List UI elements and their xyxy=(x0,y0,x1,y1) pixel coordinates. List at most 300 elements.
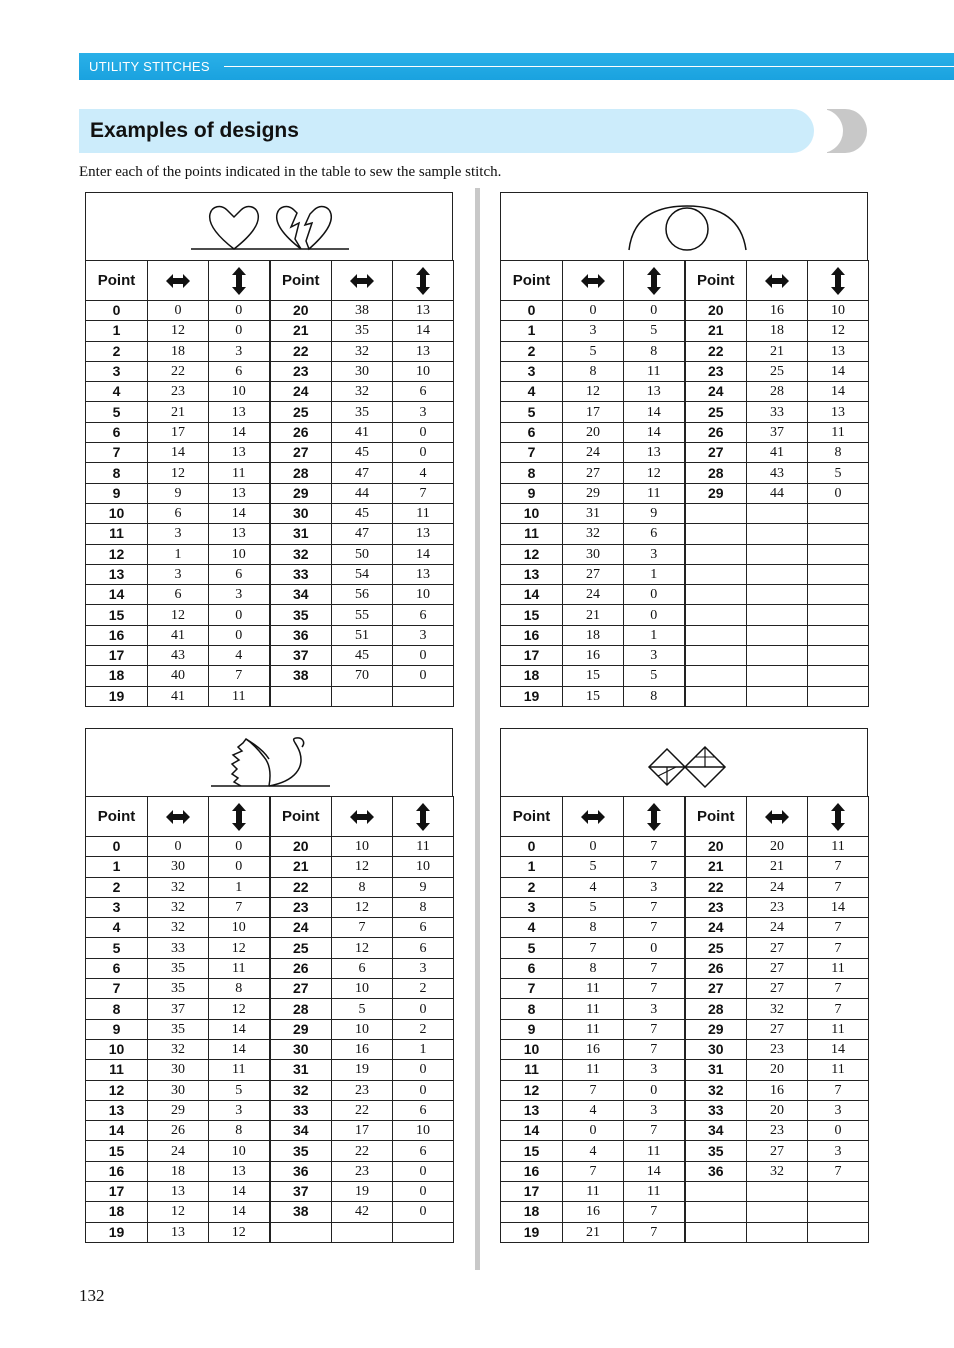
point-number: 28 xyxy=(270,463,332,483)
point-number: 15 xyxy=(86,605,148,625)
point-number: 11 xyxy=(501,1060,563,1080)
table-row xyxy=(501,402,869,422)
table-row xyxy=(501,585,869,605)
point-number: 5 xyxy=(501,402,563,422)
horizontal-value: 0 xyxy=(148,301,209,321)
horizontal-arrow-icon xyxy=(764,273,790,289)
point-number: 35 xyxy=(270,605,332,625)
vertical-value: 13 xyxy=(209,402,270,422)
horizontal-value: 12 xyxy=(332,938,393,958)
vertical-value xyxy=(808,605,869,625)
point-number: 7 xyxy=(86,443,148,463)
vertical-value: 14 xyxy=(209,1202,270,1222)
horizontal-value: 42 xyxy=(332,1202,393,1222)
horizontal-arrow-icon xyxy=(764,809,790,825)
table-row xyxy=(501,1161,869,1181)
vertical-value: 13 xyxy=(209,1161,270,1181)
point-number: 17 xyxy=(501,646,563,666)
vertical-value: 13 xyxy=(808,402,869,422)
point-number: 17 xyxy=(86,646,148,666)
point-header: Point xyxy=(685,797,747,837)
horizontal-value: 0 xyxy=(563,837,624,857)
horizontal-value: 6 xyxy=(148,503,209,523)
point-header: Point xyxy=(501,797,563,837)
point-number: 24 xyxy=(685,382,747,402)
table-row xyxy=(86,341,454,361)
vertical-value: 5 xyxy=(624,321,685,341)
point-number: 1 xyxy=(501,857,563,877)
point-number: 1 xyxy=(501,321,563,341)
vertical-value: 0 xyxy=(209,837,270,857)
horizontal-value: 24 xyxy=(747,877,808,897)
vertical-value: 11 xyxy=(624,483,685,503)
point-number: 5 xyxy=(86,938,148,958)
point-number: 30 xyxy=(685,1039,747,1059)
point-number: 15 xyxy=(86,1141,148,1161)
horizontal-value: 28 xyxy=(747,382,808,402)
vertical-value: 8 xyxy=(209,1121,270,1141)
vertical-value: 3 xyxy=(808,1100,869,1120)
vertical-value: 12 xyxy=(209,999,270,1019)
table-row xyxy=(86,503,454,523)
horizontal-value: 5 xyxy=(563,897,624,917)
design-panel-diamonds xyxy=(500,728,868,1243)
point-number: 19 xyxy=(501,1222,563,1242)
horizontal-value: 50 xyxy=(332,544,393,564)
vertical-arrow-icon xyxy=(646,266,662,296)
horizontal-value: 16 xyxy=(332,1039,393,1059)
horizontal-value: 20 xyxy=(563,422,624,442)
point-number: 30 xyxy=(270,503,332,523)
horizontal-value: 12 xyxy=(332,897,393,917)
horizontal-value: 27 xyxy=(563,463,624,483)
vertical-value: 11 xyxy=(808,422,869,442)
point-number: 18 xyxy=(86,666,148,686)
design-illustration xyxy=(500,728,868,796)
intro-text: Enter each of the points indicated in the table to sew the sample stitch. xyxy=(79,164,502,180)
table-row xyxy=(501,443,869,463)
vertical-value: 0 xyxy=(393,1060,454,1080)
horizontal-value: 6 xyxy=(148,585,209,605)
vertical-arrow-icon xyxy=(231,802,247,832)
vertical-value: 6 xyxy=(393,938,454,958)
table-row xyxy=(86,443,454,463)
horizontal-value: 20 xyxy=(747,1100,808,1120)
table-row xyxy=(86,382,454,402)
point-number: 16 xyxy=(501,625,563,645)
vertical-value: 4 xyxy=(209,646,270,666)
vertical-value: 0 xyxy=(393,443,454,463)
horizontal-arrow-icon xyxy=(165,273,191,289)
horizontal-value: 9 xyxy=(148,483,209,503)
vertical-value: 8 xyxy=(209,979,270,999)
point-number: 11 xyxy=(86,1060,148,1080)
horizontal-value: 18 xyxy=(563,625,624,645)
horizontal-value: 31 xyxy=(563,503,624,523)
point-number: 4 xyxy=(501,918,563,938)
vertical-value: 4 xyxy=(393,463,454,483)
horizontal-value xyxy=(747,564,808,584)
horizontal-value: 30 xyxy=(332,361,393,381)
horizontal-value: 14 xyxy=(148,443,209,463)
horizontal-value: 11 xyxy=(563,1182,624,1202)
vertical-value: 5 xyxy=(624,666,685,686)
table-row xyxy=(501,1039,869,1059)
point-number: 25 xyxy=(685,402,747,422)
horizontal-value: 11 xyxy=(563,1060,624,1080)
table-header-row xyxy=(501,261,869,301)
table-row xyxy=(86,958,454,978)
horizontal-value xyxy=(747,524,808,544)
horizontal-arrow-icon xyxy=(580,273,606,289)
vertical-value xyxy=(808,544,869,564)
table-row xyxy=(86,646,454,666)
horizontal-value: 12 xyxy=(148,321,209,341)
vertical-value: 14 xyxy=(393,321,454,341)
vertical-value: 6 xyxy=(209,564,270,584)
table-row xyxy=(501,301,869,321)
point-number: 8 xyxy=(501,463,563,483)
vertical-value: 0 xyxy=(624,938,685,958)
table-row xyxy=(86,1060,454,1080)
point-number: 21 xyxy=(685,321,747,341)
point-number: 23 xyxy=(270,361,332,381)
table-header-row xyxy=(86,797,454,837)
point-number: 17 xyxy=(86,1182,148,1202)
point-number xyxy=(685,605,747,625)
vertical-value: 14 xyxy=(808,382,869,402)
table-row xyxy=(501,1060,869,1080)
horizontal-value: 21 xyxy=(148,402,209,422)
horizontal-value xyxy=(747,1182,808,1202)
horizontal-value: 45 xyxy=(332,503,393,523)
vertical-value xyxy=(393,686,454,706)
table-row xyxy=(86,524,454,544)
point-number: 12 xyxy=(501,1080,563,1100)
horizontal-value: 22 xyxy=(148,361,209,381)
vertical-value: 3 xyxy=(393,958,454,978)
vertical-header xyxy=(808,797,869,837)
vertical-value: 7 xyxy=(624,979,685,999)
point-number: 2 xyxy=(501,341,563,361)
vertical-arrow-icon xyxy=(830,802,846,832)
point-number: 3 xyxy=(86,897,148,917)
horizontal-value: 44 xyxy=(332,483,393,503)
vertical-value: 7 xyxy=(808,857,869,877)
horizontal-value: 3 xyxy=(148,524,209,544)
horizontal-value: 70 xyxy=(332,666,393,686)
point-number: 14 xyxy=(501,1121,563,1141)
vertical-value: 10 xyxy=(209,918,270,938)
point-number: 0 xyxy=(86,837,148,857)
horizontal-value: 32 xyxy=(332,341,393,361)
vertical-value xyxy=(808,666,869,686)
table-row xyxy=(86,1202,454,1222)
horizontal-value: 35 xyxy=(148,979,209,999)
circle-arc-illustration xyxy=(501,193,869,260)
horizontal-value: 38 xyxy=(332,301,393,321)
table-row xyxy=(86,625,454,645)
point-number: 33 xyxy=(270,1100,332,1120)
vertical-value: 0 xyxy=(393,1161,454,1181)
horizontal-value: 43 xyxy=(148,646,209,666)
horizontal-value: 5 xyxy=(332,999,393,1019)
horizontal-value: 45 xyxy=(332,646,393,666)
point-number: 36 xyxy=(270,625,332,645)
vertical-value: 11 xyxy=(624,1182,685,1202)
horizontal-arrow-icon xyxy=(165,809,191,825)
point-number: 8 xyxy=(501,999,563,1019)
vertical-header xyxy=(209,797,270,837)
horizontal-value: 32 xyxy=(747,999,808,1019)
vertical-value: 6 xyxy=(624,524,685,544)
horizontal-value: 8 xyxy=(332,877,393,897)
page-number: 132 xyxy=(79,1286,105,1305)
table-row xyxy=(86,361,454,381)
horizontal-value: 21 xyxy=(747,341,808,361)
hearts-illustration xyxy=(86,193,454,260)
horizontal-value: 16 xyxy=(563,1039,624,1059)
horizontal-value: 45 xyxy=(332,443,393,463)
vertical-value: 11 xyxy=(209,958,270,978)
table-row xyxy=(86,918,454,938)
horizontal-value: 32 xyxy=(747,1161,808,1181)
vertical-value: 2 xyxy=(393,1019,454,1039)
horizontal-value: 22 xyxy=(332,1100,393,1120)
vertical-value: 13 xyxy=(209,443,270,463)
vertical-value: 7 xyxy=(624,1039,685,1059)
table-row xyxy=(86,837,454,857)
horizontal-value: 24 xyxy=(747,918,808,938)
point-number: 26 xyxy=(685,958,747,978)
point-number: 13 xyxy=(501,1100,563,1120)
vertical-value: 0 xyxy=(393,646,454,666)
horizontal-value: 15 xyxy=(563,686,624,706)
design-illustration xyxy=(85,728,453,796)
horizontal-value: 3 xyxy=(148,564,209,584)
table-row xyxy=(501,1182,869,1202)
point-number: 14 xyxy=(86,1121,148,1141)
vertical-value: 7 xyxy=(624,958,685,978)
vertical-value: 7 xyxy=(209,666,270,686)
table-row xyxy=(501,857,869,877)
point-number: 32 xyxy=(270,1080,332,1100)
table-row xyxy=(501,524,869,544)
point-number: 2 xyxy=(86,341,148,361)
vertical-value: 14 xyxy=(624,422,685,442)
point-number: 0 xyxy=(501,301,563,321)
vertical-arrow-icon xyxy=(231,266,247,296)
horizontal-value: 27 xyxy=(747,938,808,958)
point-number: 6 xyxy=(86,422,148,442)
point-number: 37 xyxy=(270,1182,332,1202)
vertical-value: 7 xyxy=(624,1202,685,1222)
vertical-value: 13 xyxy=(393,301,454,321)
table-row xyxy=(501,341,869,361)
vertical-value: 3 xyxy=(624,877,685,897)
table-row xyxy=(501,544,869,564)
vertical-value: 6 xyxy=(393,605,454,625)
point-number: 29 xyxy=(270,483,332,503)
vertical-value: 10 xyxy=(209,1141,270,1161)
point-number: 35 xyxy=(685,1141,747,1161)
point-number xyxy=(685,524,747,544)
header-bar xyxy=(79,53,954,80)
vertical-value: 13 xyxy=(393,524,454,544)
point-number: 38 xyxy=(270,666,332,686)
horizontal-value: 20 xyxy=(747,1060,808,1080)
point-number: 22 xyxy=(685,877,747,897)
table-row xyxy=(86,979,454,999)
table-row xyxy=(86,666,454,686)
table-row xyxy=(86,1182,454,1202)
point-number xyxy=(685,1182,747,1202)
table-row xyxy=(86,857,454,877)
table-row xyxy=(501,1100,869,1120)
vertical-value: 14 xyxy=(209,503,270,523)
vertical-value: 0 xyxy=(393,999,454,1019)
vertical-value: 1 xyxy=(624,625,685,645)
horizontal-value: 37 xyxy=(148,999,209,1019)
horizontal-value: 44 xyxy=(747,483,808,503)
horizontal-value: 16 xyxy=(747,1080,808,1100)
point-number: 27 xyxy=(685,979,747,999)
horizontal-header xyxy=(332,797,393,837)
horizontal-arrow-icon xyxy=(580,809,606,825)
horizontal-value: 30 xyxy=(148,1080,209,1100)
table-row xyxy=(86,1080,454,1100)
vertical-value: 6 xyxy=(393,1100,454,1120)
horizontal-value: 32 xyxy=(148,897,209,917)
point-number: 36 xyxy=(685,1161,747,1181)
horizontal-value xyxy=(332,686,393,706)
vertical-value: 12 xyxy=(808,321,869,341)
horizontal-value: 20 xyxy=(747,837,808,857)
point-number: 18 xyxy=(501,1202,563,1222)
point-number: 4 xyxy=(501,382,563,402)
vertical-value: 14 xyxy=(209,1039,270,1059)
horizontal-value: 4 xyxy=(563,877,624,897)
horizontal-value: 12 xyxy=(148,605,209,625)
point-number: 38 xyxy=(270,1202,332,1222)
vertical-value: 10 xyxy=(393,361,454,381)
point-number: 14 xyxy=(501,585,563,605)
table-row xyxy=(501,686,869,706)
vertical-value: 0 xyxy=(624,605,685,625)
vertical-value: 3 xyxy=(624,1060,685,1080)
point-number: 9 xyxy=(86,1019,148,1039)
vertical-header xyxy=(209,261,270,301)
horizontal-value: 8 xyxy=(563,958,624,978)
horizontal-value: 35 xyxy=(148,958,209,978)
point-number xyxy=(685,625,747,645)
table-row xyxy=(501,918,869,938)
horizontal-value: 7 xyxy=(563,1080,624,1100)
table-row xyxy=(501,382,869,402)
point-number: 20 xyxy=(685,301,747,321)
point-number xyxy=(685,585,747,605)
horizontal-value: 7 xyxy=(332,918,393,938)
table-row xyxy=(86,402,454,422)
vertical-value: 11 xyxy=(209,1060,270,1080)
vertical-value: 7 xyxy=(624,1121,685,1141)
vertical-value: 14 xyxy=(393,544,454,564)
vertical-value: 10 xyxy=(808,301,869,321)
horizontal-value: 6 xyxy=(332,958,393,978)
horizontal-value: 23 xyxy=(148,382,209,402)
table-row xyxy=(501,1222,869,1242)
table-row xyxy=(501,605,869,625)
vertical-header xyxy=(624,261,685,301)
vertical-value: 3 xyxy=(624,999,685,1019)
vertical-value: 12 xyxy=(624,463,685,483)
point-number: 15 xyxy=(501,605,563,625)
point-number: 7 xyxy=(86,979,148,999)
point-number: 27 xyxy=(685,443,747,463)
vertical-value: 10 xyxy=(393,1121,454,1141)
point-number: 18 xyxy=(501,666,563,686)
horizontal-value: 56 xyxy=(332,585,393,605)
vertical-value: 0 xyxy=(209,625,270,645)
vertical-value: 5 xyxy=(209,1080,270,1100)
table-row xyxy=(501,503,869,523)
horizontal-value: 23 xyxy=(332,1161,393,1181)
vertical-value: 0 xyxy=(624,301,685,321)
vertical-value: 0 xyxy=(393,422,454,442)
diamonds-illustration xyxy=(501,729,869,796)
table-row xyxy=(501,666,869,686)
vertical-value: 10 xyxy=(393,585,454,605)
table-row xyxy=(86,301,454,321)
point-number: 13 xyxy=(501,564,563,584)
point-number: 16 xyxy=(501,1161,563,1181)
horizontal-value: 27 xyxy=(563,564,624,584)
vertical-value: 13 xyxy=(209,524,270,544)
point-number xyxy=(270,686,332,706)
point-number: 19 xyxy=(501,686,563,706)
horizontal-value: 30 xyxy=(148,857,209,877)
design-panel-hearts xyxy=(85,192,453,707)
point-number: 22 xyxy=(270,877,332,897)
point-number: 8 xyxy=(86,999,148,1019)
horizontal-value: 12 xyxy=(332,857,393,877)
table-row xyxy=(86,463,454,483)
vertical-value: 3 xyxy=(209,341,270,361)
vertical-value: 13 xyxy=(624,443,685,463)
point-number: 2 xyxy=(86,877,148,897)
horizontal-value: 54 xyxy=(332,564,393,584)
table-row xyxy=(86,605,454,625)
point-number: 6 xyxy=(86,958,148,978)
point-header: Point xyxy=(86,261,148,301)
horizontal-value xyxy=(747,646,808,666)
vertical-arrow-icon xyxy=(830,266,846,296)
point-header: Point xyxy=(685,261,747,301)
horizontal-value: 30 xyxy=(563,544,624,564)
horizontal-value: 27 xyxy=(747,1141,808,1161)
table-row xyxy=(501,321,869,341)
point-number: 3 xyxy=(501,361,563,381)
header-rule xyxy=(224,66,954,67)
table-row xyxy=(501,999,869,1019)
horizontal-header xyxy=(563,797,624,837)
horizontal-value: 16 xyxy=(563,1202,624,1222)
horizontal-value: 55 xyxy=(332,605,393,625)
horizontal-value: 17 xyxy=(148,422,209,442)
vertical-value xyxy=(808,646,869,666)
horizontal-value: 25 xyxy=(747,361,808,381)
point-number: 29 xyxy=(685,1019,747,1039)
